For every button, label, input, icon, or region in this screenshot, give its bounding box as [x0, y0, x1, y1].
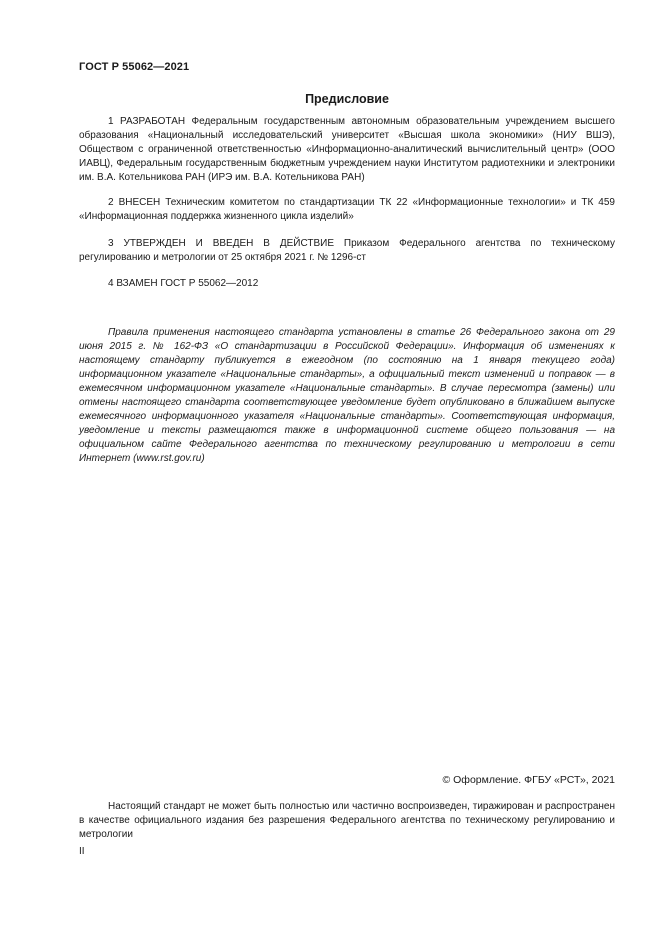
foreword-title: Предисловие — [305, 92, 389, 106]
reproduction-notice: Настоящий стандарт не может быть полностью или частично воспроизведен, тиражирован и распространен в качестве официального издания без разрешения Федерального агентства по техническому регулированию и метрологии — [79, 801, 615, 840]
copyright-line: © Оформление. ФГБУ «РСТ», 2021 — [442, 774, 615, 786]
foreword-paragraph-submitted: 2 ВНЕСЕН Техническим комитетом по стандартизации ТК 22 «Информационные технологии» и ТК 459 «Информационная поддержка жизненного цикла изделий» — [79, 197, 615, 222]
application-rules-notice: Правила применения настоящего стандарта установлены в статье 26 Федерального закона от 29 июня 2015 г. № 162-ФЗ «О стандартизации в Российской Федерации». Информация об изменениях к настоящему стандарту публикуется в ежегодном (по состоянию на 1 января текущего года) информационном указателе «Национальные стандарты», а официальный текст изменений и поправок — в ежемесячном информационном указателе «Национальные стандарты». В случае пересмотра (замены) или отмены настоящего стандарта соответствующее уведомление будет опубликовано в ближайшем выпуске ежемесячного информационного указателя «Национальные стандарты». Соответствующая информация, уведомление и тексты размещаются также в информационной системе общего пользования — на официальном сайте Федерального агентства по техническому регулированию и метрологии в сети Интернет (www.rst.gov.ru) — [79, 327, 615, 464]
page-number: II — [79, 846, 85, 857]
standard-code: ГОСТ Р 55062—2021 — [79, 61, 190, 73]
foreword-paragraph-replaces: 4 ВЗАМЕН ГОСТ Р 55062—2012 — [108, 278, 259, 289]
foreword-paragraph-developed: 1 РАЗРАБОТАН Федеральным государственным автономным образовательным учреждением высшего образования «Национальный исследовательский университет «Высшая школа экономики» (НИУ ВШЭ), Обществом с ограниченной ответственностью «Информационно-аналитический вычислительный центр» (ООО ИАВЦ), Федеральным государственным бюджетным учреждением науки Институтом радиотехники и электроники им. В.А. Котельникова РАН (ИРЭ им. В.А. Котельникова РАН) — [79, 116, 615, 183]
foreword-paragraph-approved: 3 УТВЕРЖДЕН И ВВЕДЕН В ДЕЙСТВИЕ Приказом Федерального агентства по техническому регулированию и метрологии от 25 октября 2021 г. № 1296-ст — [79, 238, 615, 263]
